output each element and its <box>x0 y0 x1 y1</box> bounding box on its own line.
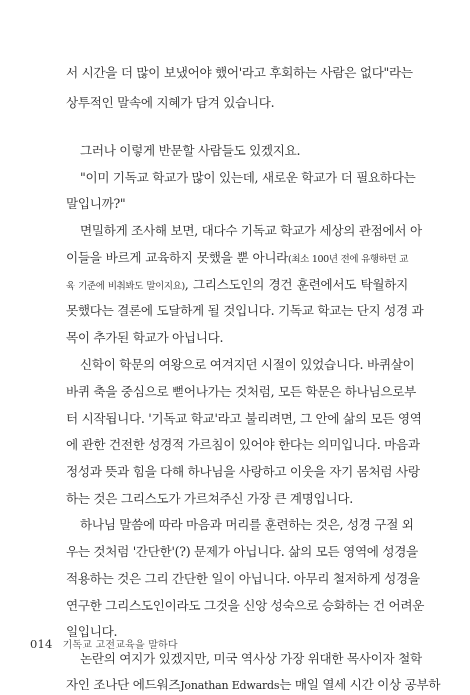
latin-name: Jonathan Edwards <box>180 679 280 692</box>
page-footer <box>30 636 178 651</box>
text-line: 에 관한 건전한 성경적 가르침이 있어야 한다는 의미입니다. 마음과 <box>66 437 420 452</box>
text-line: 상투적인 말속에 지혜가 담겨 있습니다. <box>66 95 275 110</box>
text-line <box>66 249 408 269</box>
text-segment: , 그리스도인의 경건 훈련에서도 탁월하지 <box>184 277 408 292</box>
text-line: 논란의 여지가 있겠지만, 미국 역사상 가장 위대한 목사이자 철학 <box>80 651 422 666</box>
text-line: 정성과 뜻과 힘을 다해 하나님을 사랑하고 이웃을 자기 몸처럼 사랑 <box>66 464 420 479</box>
text-line: 신학이 학문의 여왕으로 여겨지던 시절이 있었습니다. 바퀴살이 <box>80 357 415 372</box>
text-line: 그러나 이렇게 반문할 사람들도 있겠지요. <box>80 143 301 158</box>
text-line <box>66 676 441 695</box>
text-line: 적용하는 것은 그리 간단한 일이 아닙니다. 아무리 철저하게 성경을 <box>66 571 420 586</box>
parenthetical-note: (최소 100년 전에 유행하던 교 <box>288 254 408 265</box>
text-line: "이미 기독교 학교가 많이 있는데, 새로운 학교가 더 필요하다는 <box>80 170 416 185</box>
text-line: 못했다는 결론에 도달하게 될 것입니다. 기독교 학교는 단지 성경 과 <box>66 303 424 318</box>
text-line: 목이 추가된 학교가 아닙니다. <box>66 330 224 345</box>
text-line: 서 시간을 더 많이 보냈어야 했어'라고 후회하는 사람은 없다"라는 <box>66 65 413 80</box>
text-segment: 는 매일 열세 시간 이상 공부하 <box>279 677 441 692</box>
text-line <box>66 276 408 296</box>
running-title: 기독교 고전교육을 말하다 <box>62 640 178 651</box>
text-line: 연구한 그리스도인이라도 그것을 신앙 성숙으로 승화하는 건 어려운 <box>66 598 425 613</box>
text-line: 바퀴 축을 중심으로 뻗어나가는 것처럼, 모든 학문은 하나님으로부 <box>66 384 416 399</box>
text-segment: 이들을 바르게 교육하지 못했을 뿐 아니라 <box>66 250 289 265</box>
text-line: 우는 것처럼 '간단한'(?) 문제가 아닙니다. 삶의 모든 영역에 성경을 <box>66 544 418 559</box>
page-number: 014 <box>30 637 53 651</box>
text-line: 면밀하게 조사해 보면, 대다수 기독교 학교가 세상의 관점에서 아 <box>80 223 422 238</box>
text-line: 하나님 말씀에 따라 마음과 머리를 훈련하는 것은, 성경 구절 외 <box>80 517 414 532</box>
text-line: 하는 것은 그리스도가 가르쳐주신 가장 큰 계명입니다. <box>66 491 353 506</box>
text-segment: 자인 조나단 에드워즈 <box>66 677 181 692</box>
text-line: 일입니다. <box>66 624 118 639</box>
text-line: 말입니까?" <box>66 196 126 211</box>
text-line: 터 시작됩니다. '기독교 학교'라고 불리려면, 그 안에 삶의 모든 영역 <box>66 411 422 426</box>
parenthetical-note: 육 기준에 비춰봐도 말이지요) <box>66 281 185 292</box>
